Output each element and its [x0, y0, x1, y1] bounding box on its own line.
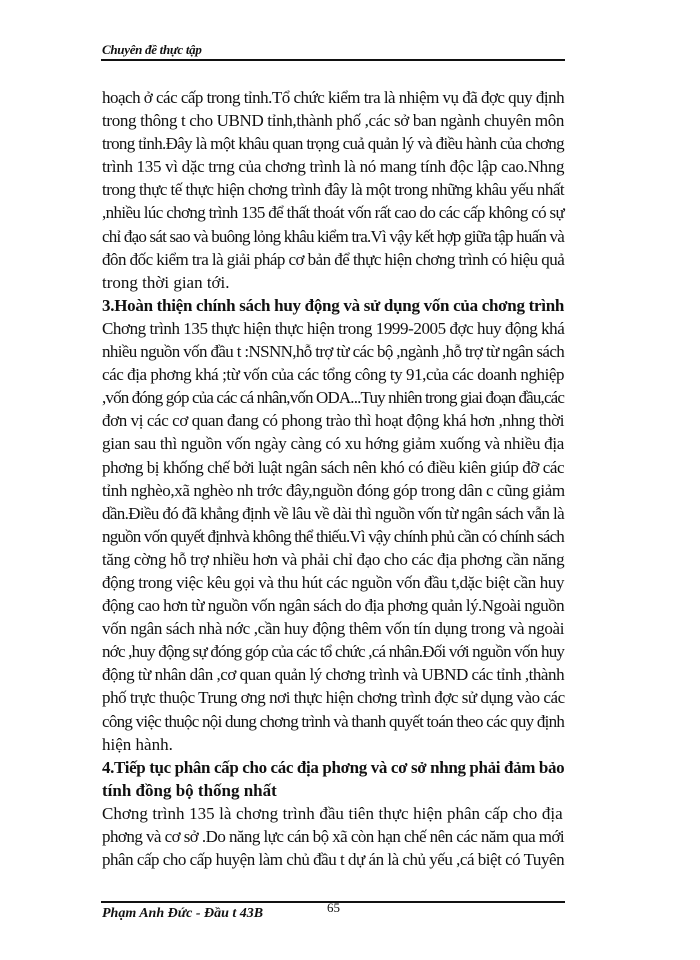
- line-text: vốn ngân sách nhà nớc ,cần huy động thêm vốn tín dụng trong và ngoài: [102, 619, 565, 639]
- line-text: hoạch ở các cấp trong tỉnh.Tổ chức kiểm tra là nhiệm vụ đã đợc quy định: [102, 88, 565, 107]
- paragraph-line: [102, 225, 564, 248]
- paragraph-line: [102, 86, 564, 109]
- paragraph-line: [102, 178, 564, 201]
- paragraph-line: [102, 340, 564, 363]
- paragraph-line: [102, 617, 564, 640]
- line-text: công việc thuộc nội dung chơng trình và thanh quyết toán theo các quy định: [102, 711, 565, 731]
- line-text: Chơng trình 135 là chơng trình đầu tiên thực hiện phân cấp cho địa: [102, 803, 563, 823]
- line-text: tính đồng bộ thống nhất: [102, 780, 277, 800]
- line-text: chỉ đạo sát sao và buông lỏng khâu kiểm tra.Vì vậy kết hợp giữa tập huấn và: [102, 226, 564, 246]
- paragraph-line: [102, 479, 564, 502]
- paragraph-line: [102, 825, 564, 848]
- paragraph-line: [102, 363, 564, 386]
- paragraph-line: [102, 409, 564, 432]
- paragraph-line: [102, 248, 564, 271]
- line-text: trong thông t cho UBND tỉnh,thành phố ,các sở ban ngành chuyên môn: [102, 111, 565, 131]
- section-heading-line: [102, 779, 564, 802]
- paragraph-line: [102, 317, 564, 340]
- paragraph-line: [102, 432, 564, 455]
- line-text: động cao hơn từ nguồn vốn ngân sách do địa phơng quản lý.Ngoài nguồn: [102, 596, 565, 616]
- line-text: phố trực thuộc Trung ơng nơi thực hiện chơng trình đợc sử dụng vào các: [102, 688, 565, 708]
- paragraph-line: [102, 502, 564, 525]
- paragraph-line: [102, 155, 564, 178]
- paragraph-line: [102, 594, 564, 617]
- paragraph-line: [102, 132, 564, 155]
- header-rule: [101, 59, 565, 61]
- line-text: phơng và cơ sở .Do năng lực cán bộ xã còn hạn chế nên các năm qua mới: [102, 827, 565, 846]
- line-text: trong tỉnh.Đây là một khâu quan trọng cuả quản lý và điều hành của chơng: [102, 134, 564, 154]
- header-title: Chuyên đề thực tập: [102, 42, 202, 57]
- line-text: đôn đốc kiểm tra là giải pháp cơ bản để thực hiện chơng trình có hiệu quả: [102, 249, 565, 269]
- line-text: dần.Điều đó đã khẳng định về lâu về dài thì nguồn vốn từ ngân sách vẫn là: [102, 503, 564, 523]
- paragraph-line: [102, 271, 564, 294]
- line-text: phơng bị khống chế bởi luật ngân sách nên khó có điều kiên giúp đỡ các: [102, 457, 565, 477]
- paragraph-line: [102, 686, 564, 709]
- paragraph-line: [102, 201, 564, 224]
- line-text: hiện hành.: [102, 734, 173, 754]
- section-heading-line: [102, 756, 564, 779]
- line-text: ,nhiều lúc chơng trình 135 để thất thoát vốn rất cao do các cấp không có sự: [102, 203, 565, 223]
- line-text: nhiều nguồn vốn đầu t :NSNN,hỗ trợ từ các bộ ,ngành ,hỗ trợ từ ngân sách: [102, 342, 565, 362]
- line-text: Chơng trình 135 thực hiện thực hiện trong 1999-2005 đợc huy động khá: [102, 318, 565, 338]
- paragraph-line: [102, 710, 564, 733]
- line-text: gian sau thì nguồn vốn ngày càng có xu hớng giảm xuống và nhiều địa: [102, 434, 565, 454]
- paragraph-line: [102, 456, 564, 479]
- paragraph-line: [102, 733, 564, 756]
- line-text: động từ nhân dân ,cơ quan quản lý chơng trình và UBND các tỉnh ,thành: [102, 665, 565, 685]
- line-text: tỉnh nghèo,xã nghèo nh trớc đây,nguồn đóng góp trong dân c cũng giảm: [102, 480, 565, 500]
- paragraph-line: [102, 571, 564, 594]
- line-text: nớc ,huy động sự đóng góp của các tổ chức ,cá nhân.Đối với nguồn vốn huy: [102, 642, 565, 662]
- line-text: nguồn vốn quyết địnhvà không thể thiếu.Vì vậy chính phủ cần có chính sách: [102, 526, 564, 546]
- paragraph-line: [102, 525, 564, 548]
- paragraph-line: [102, 640, 564, 663]
- paragraph-line: [102, 109, 564, 132]
- section-heading-line: [102, 294, 564, 317]
- line-text: 3.Hoàn thiện chính sách huy động và sử dụng vốn của chơng trình: [102, 295, 565, 315]
- page-number: 65: [327, 900, 340, 915]
- line-text: đơn vị các cơ quan đang có phong trào thì hoạt động khá hơn ,nhng thời: [102, 411, 565, 431]
- line-text: trình 135 vì dặc trng của chơng trình là nó mang tính độc lập cao.Nhng: [102, 157, 565, 177]
- paragraph-line: [102, 802, 564, 825]
- paragraph-line: [102, 548, 564, 571]
- line-text: phân cấp cho cấp huyện làm chủ đầu t dự án là chủ yếu ,cá biệt có Tuyên: [102, 850, 565, 870]
- line-text: 4.Tiếp tục phân cấp cho các địa phơng và cơ sở nhng phải đảm bảo: [102, 757, 565, 777]
- paragraph-line: [102, 663, 564, 686]
- line-text: tăng cờng hỗ trợ nhiều hơn và phải chỉ đạo cho các địa phơng cần năng: [102, 549, 565, 569]
- line-text: động trong việc kêu gọi và thu hút các nguồn vốn đầu t,dặc biệt cần huy: [102, 572, 565, 592]
- document-body: [102, 86, 564, 871]
- line-text: trong thực tế thực hiện chơng trình đây là một trong những khâu yếu nhất: [102, 180, 565, 200]
- line-text: các địa phơng khá ;từ vốn của các tổng công ty 91,của các doanh nghiệp: [102, 365, 565, 385]
- paragraph-line: [102, 848, 564, 871]
- paragraph-line: [102, 386, 564, 409]
- footer-author: Phạm Anh Đức - Đầu t 43B: [102, 906, 264, 921]
- line-text: ,vốn đóng góp của các cá nhân,vốn ODA...Tuy nhiên trong giai đoạn đầu,các: [102, 388, 565, 408]
- line-text: trong thời gian tới.: [102, 272, 230, 292]
